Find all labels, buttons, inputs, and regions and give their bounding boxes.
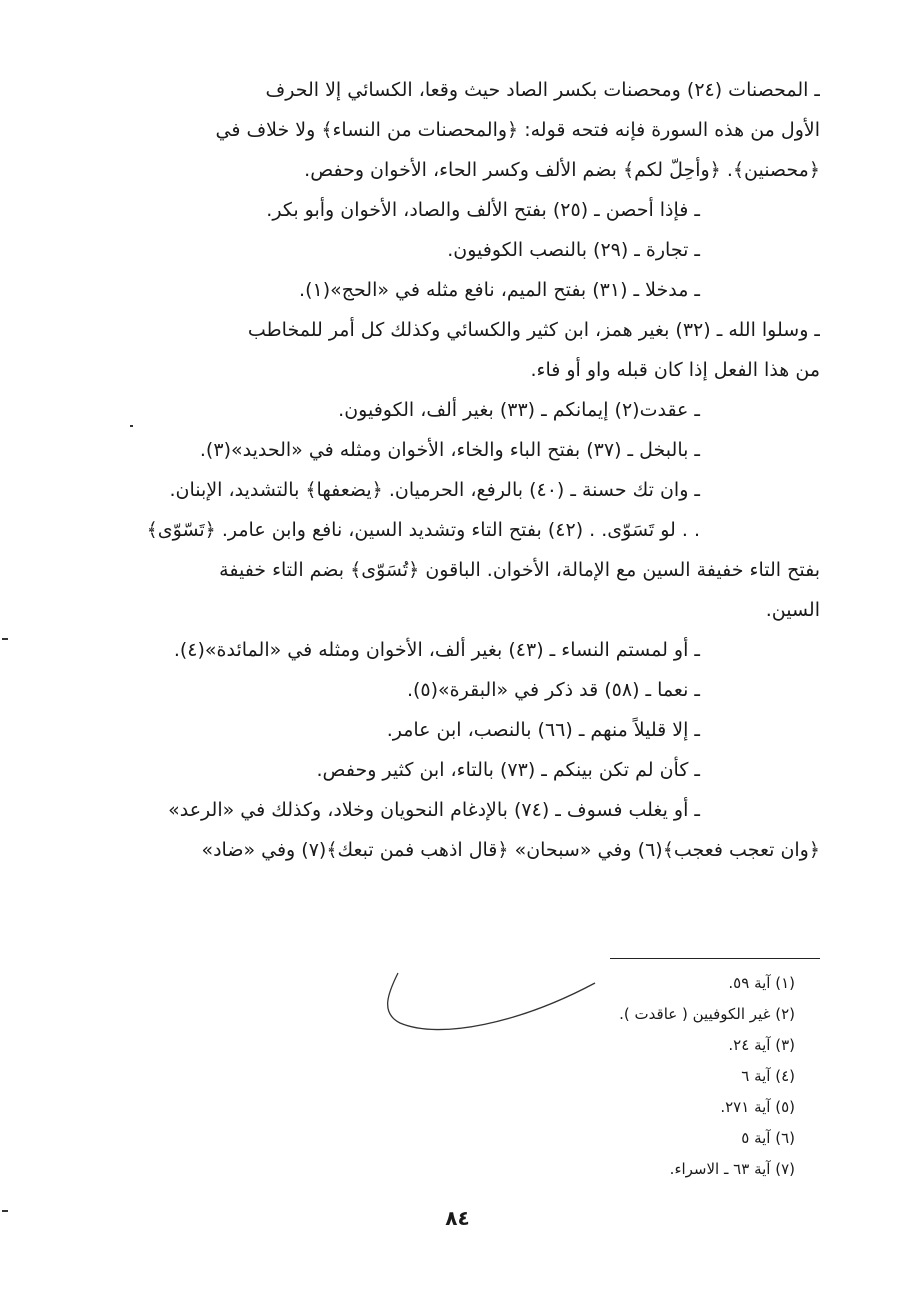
text-line: ـ نعما ـ (٥٨) قد ذكر في «البقرة»(٥). [406,679,700,701]
text-line: ـ إلا قليلاً منهم ـ (٦٦) بالنصب، ابن عامر. [386,719,700,741]
text-line: ـ تجارة ـ (٢٩) بالنصب الكوفيون. [447,239,700,261]
text-line: ﴿وان تعجب فعجب﴾(٦) وفي «سبحان» ﴿قال اذهب فمن تبعك﴾(٧) وفي «ضاد» [201,839,820,861]
text-line: ـ مدخلا ـ (٣١) بفتح الميم، نافع مثله في «الحج»(١). [299,279,700,301]
text-line: ـ وسلوا الله ـ (٣٢) بغير همز، ابن كثير والكسائي وكذلك كل أمر للمخاطب [247,319,820,341]
margin-mark [130,425,133,427]
text-line: ـ بالبخل ـ (٣٧) بفتح الباء والخاء، الأخوان ومثله في «الحديد»(٣). [199,439,700,461]
text-line: من هذا الفعل إذا كان قبله واو أو فاء. [530,359,820,381]
text-line: ـ وان تك حسنة ـ (٤٠) بالرفع، الحرميان. ﴿يضعفها﴾ بالتشديد، الإبنان. [169,479,700,501]
text-line: ـ المحصنات (٢٤) ومحصنات بكسر الصاد حيث وقعا، الكسائي إلا الحرف [265,79,820,101]
margin-mark [2,638,8,640]
text-line: ـ فإذا أحصن ـ (٢٥) بفتح الألف والصاد، الأخوان وأبو بكر. [266,199,700,221]
footnote-separator [610,958,820,959]
page-number: ٨٤ [445,1206,470,1230]
footnote: (٧) آية ٦٣ ـ الاسراء. [669,1160,795,1178]
text-line: ـ أو يغلب فسوف ـ (٧٤) بالإدغام النحويان وخلاد، وكذلك في «الرعد» [168,799,700,821]
text-line: ﴿محصنين﴾. ﴿وأحِلّ لكم﴾ بضم الألف وكسر الحاء، الأخوان وحفص. [304,159,820,181]
text-line: . . لو تَسَوّى. . (٤٢) بفتح التاء وتشديد السين، نافع وابن عامر. ﴿تَسّوّى﴾ [146,519,700,541]
footnote: (٥) آية ٢٧١. [720,1098,795,1116]
text-line: ـ عقدت(٢) إيمانكم ـ (٣٣) بغير ألف، الكوفيون. [338,399,700,421]
text-line: ـ أو لمستم النساء ـ (٤٣) بغير ألف، الأخوان ومثله في «المائدة»(٤). [173,639,700,661]
footnote: (٣) آية ٢٤. [728,1036,795,1054]
footnote: (٢) غير الكوفيين ( عاقدت ). [619,1005,795,1023]
footnote: (٦) آية ٥ [741,1129,795,1147]
pen-stroke-mark [380,968,640,1038]
text-line: بفتح التاء خفيفة السين مع الإمالة، الأخوان. الباقون ﴿تُسَوّى﴾ بضم التاء خفيفة [219,559,820,581]
text-line: السين. [765,599,820,621]
text-line: الأول من هذه السورة فإنه فتحه قوله: ﴿والمحصنات من النساء﴾ ولا خلاف في [215,119,820,141]
footnote: (١) آية ٥٩. [728,974,795,992]
text-line: ـ كأن لم تكن بينكم ـ (٧٣) بالتاء، ابن كثير وحفص. [316,759,700,781]
footnote: (٤) آية ٦ [741,1067,795,1085]
main-text [110,70,820,870]
